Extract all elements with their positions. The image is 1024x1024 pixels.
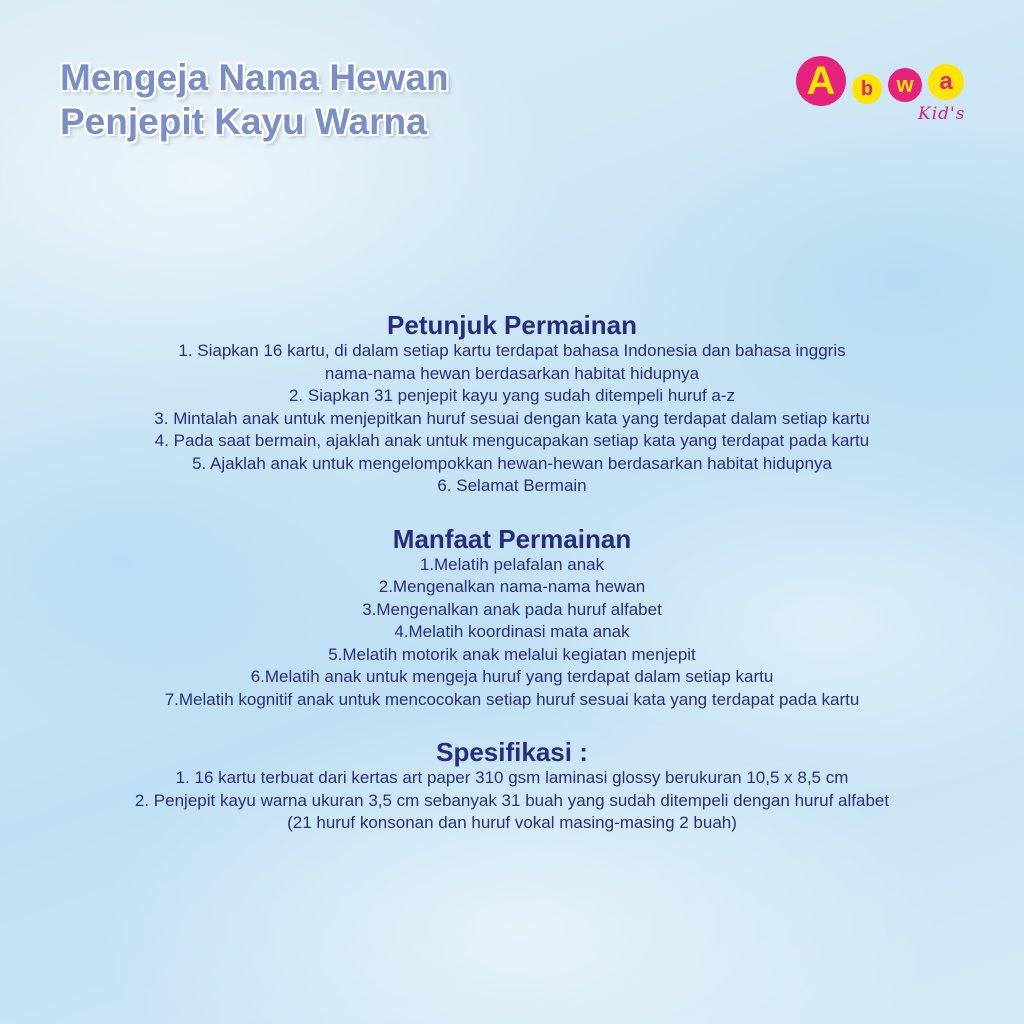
product-title — [60, 56, 449, 144]
manfaat-heading: Manfaat Permainan — [392, 523, 632, 554]
logo-letter-w: w — [888, 68, 922, 102]
manfaat-line: 2.Mengenalkan nama-nama hewan — [378, 577, 646, 596]
petunjuk-line: 3. Mintalah anak untuk menjepitkan huruf sesuai dengan kata yang terdapat dalam setiap kartu — [154, 408, 870, 428]
spesifikasi-heading: Spesifikasi : — [436, 737, 588, 767]
petunjuk-line: 5. Ajaklah anak untuk mengelompokkan hewan-hewan berdasarkan habitat hidupnya — [192, 453, 832, 473]
manfaat-line: 6.Melatih anak untuk mengeja huruf yang terdapat dalam setiap kartu — [250, 667, 774, 686]
petunjuk-line: nama-nama hewan berdasarkan habitat hidupnya — [324, 363, 700, 383]
spesifikasi-line: 1. 16 kartu terbuat dari kertas art paper 310 gsm laminasi glossy berukuran 10,5 x 8,5 cm — [175, 768, 849, 787]
logo-letter-b: b — [852, 74, 882, 104]
product-title-line-1: Mengeja Nama Hewan — [60, 57, 449, 98]
spesifikasi-line: 2. Penjepit kayu warna ukuran 3,5 cm sebanyak 31 buah yang sudah ditempeli dengan huruf alfabet — [134, 790, 890, 810]
petunjuk-line: 4. Pada saat bermain, ajaklah anak untuk mengucapakan setiap kata yang terdapat pada kartu — [154, 431, 870, 450]
petunjuk-line: 6. Selamat Bermain — [437, 476, 587, 495]
manfaat-section — [20, 524, 1004, 712]
petunjuk-heading: Petunjuk Permainan — [387, 310, 637, 340]
section-spacer — [20, 498, 1004, 524]
instruction-content — [20, 310, 1004, 835]
logo-letter-a-lower: a — [928, 64, 964, 100]
logo-kids-subtitle: Kid's — [918, 104, 966, 124]
manfaat-line: 1.Melatih pelafalan anak — [419, 554, 605, 574]
petunjuk-line: 1. Siapkan 16 kartu, di dalam setiap kartu terdapat bahasa Indonesia dan bahasa inggris — [178, 341, 846, 360]
manfaat-line: 7.Melatih kognitif anak untuk mencocokan setiap huruf sesuai kata yang terdapat pada kartu — [164, 689, 860, 709]
manfaat-line: 4.Melatih koordinasi mata anak — [394, 622, 630, 641]
manfaat-line: 5.Melatih motorik anak melalui kegiatan menjepit — [328, 644, 696, 664]
section-spacer — [20, 711, 1004, 737]
product-title-line-2: Penjepit Kayu Warna — [60, 101, 427, 142]
abwa-kids-logo — [792, 56, 972, 136]
logo-letter-a-upper: A — [796, 56, 846, 106]
spesifikasi-line: (21 huruf konsonan dan huruf vokal masing-masing 2 buah) — [287, 813, 737, 832]
manfaat-line: 3.Mengenalkan anak pada huruf alfabet — [362, 599, 662, 619]
spesifikasi-section — [20, 737, 1004, 835]
petunjuk-line: 2. Siapkan 31 penjepit kayu yang sudah ditempeli huruf a-z — [288, 386, 736, 405]
petunjuk-section — [20, 310, 1004, 498]
